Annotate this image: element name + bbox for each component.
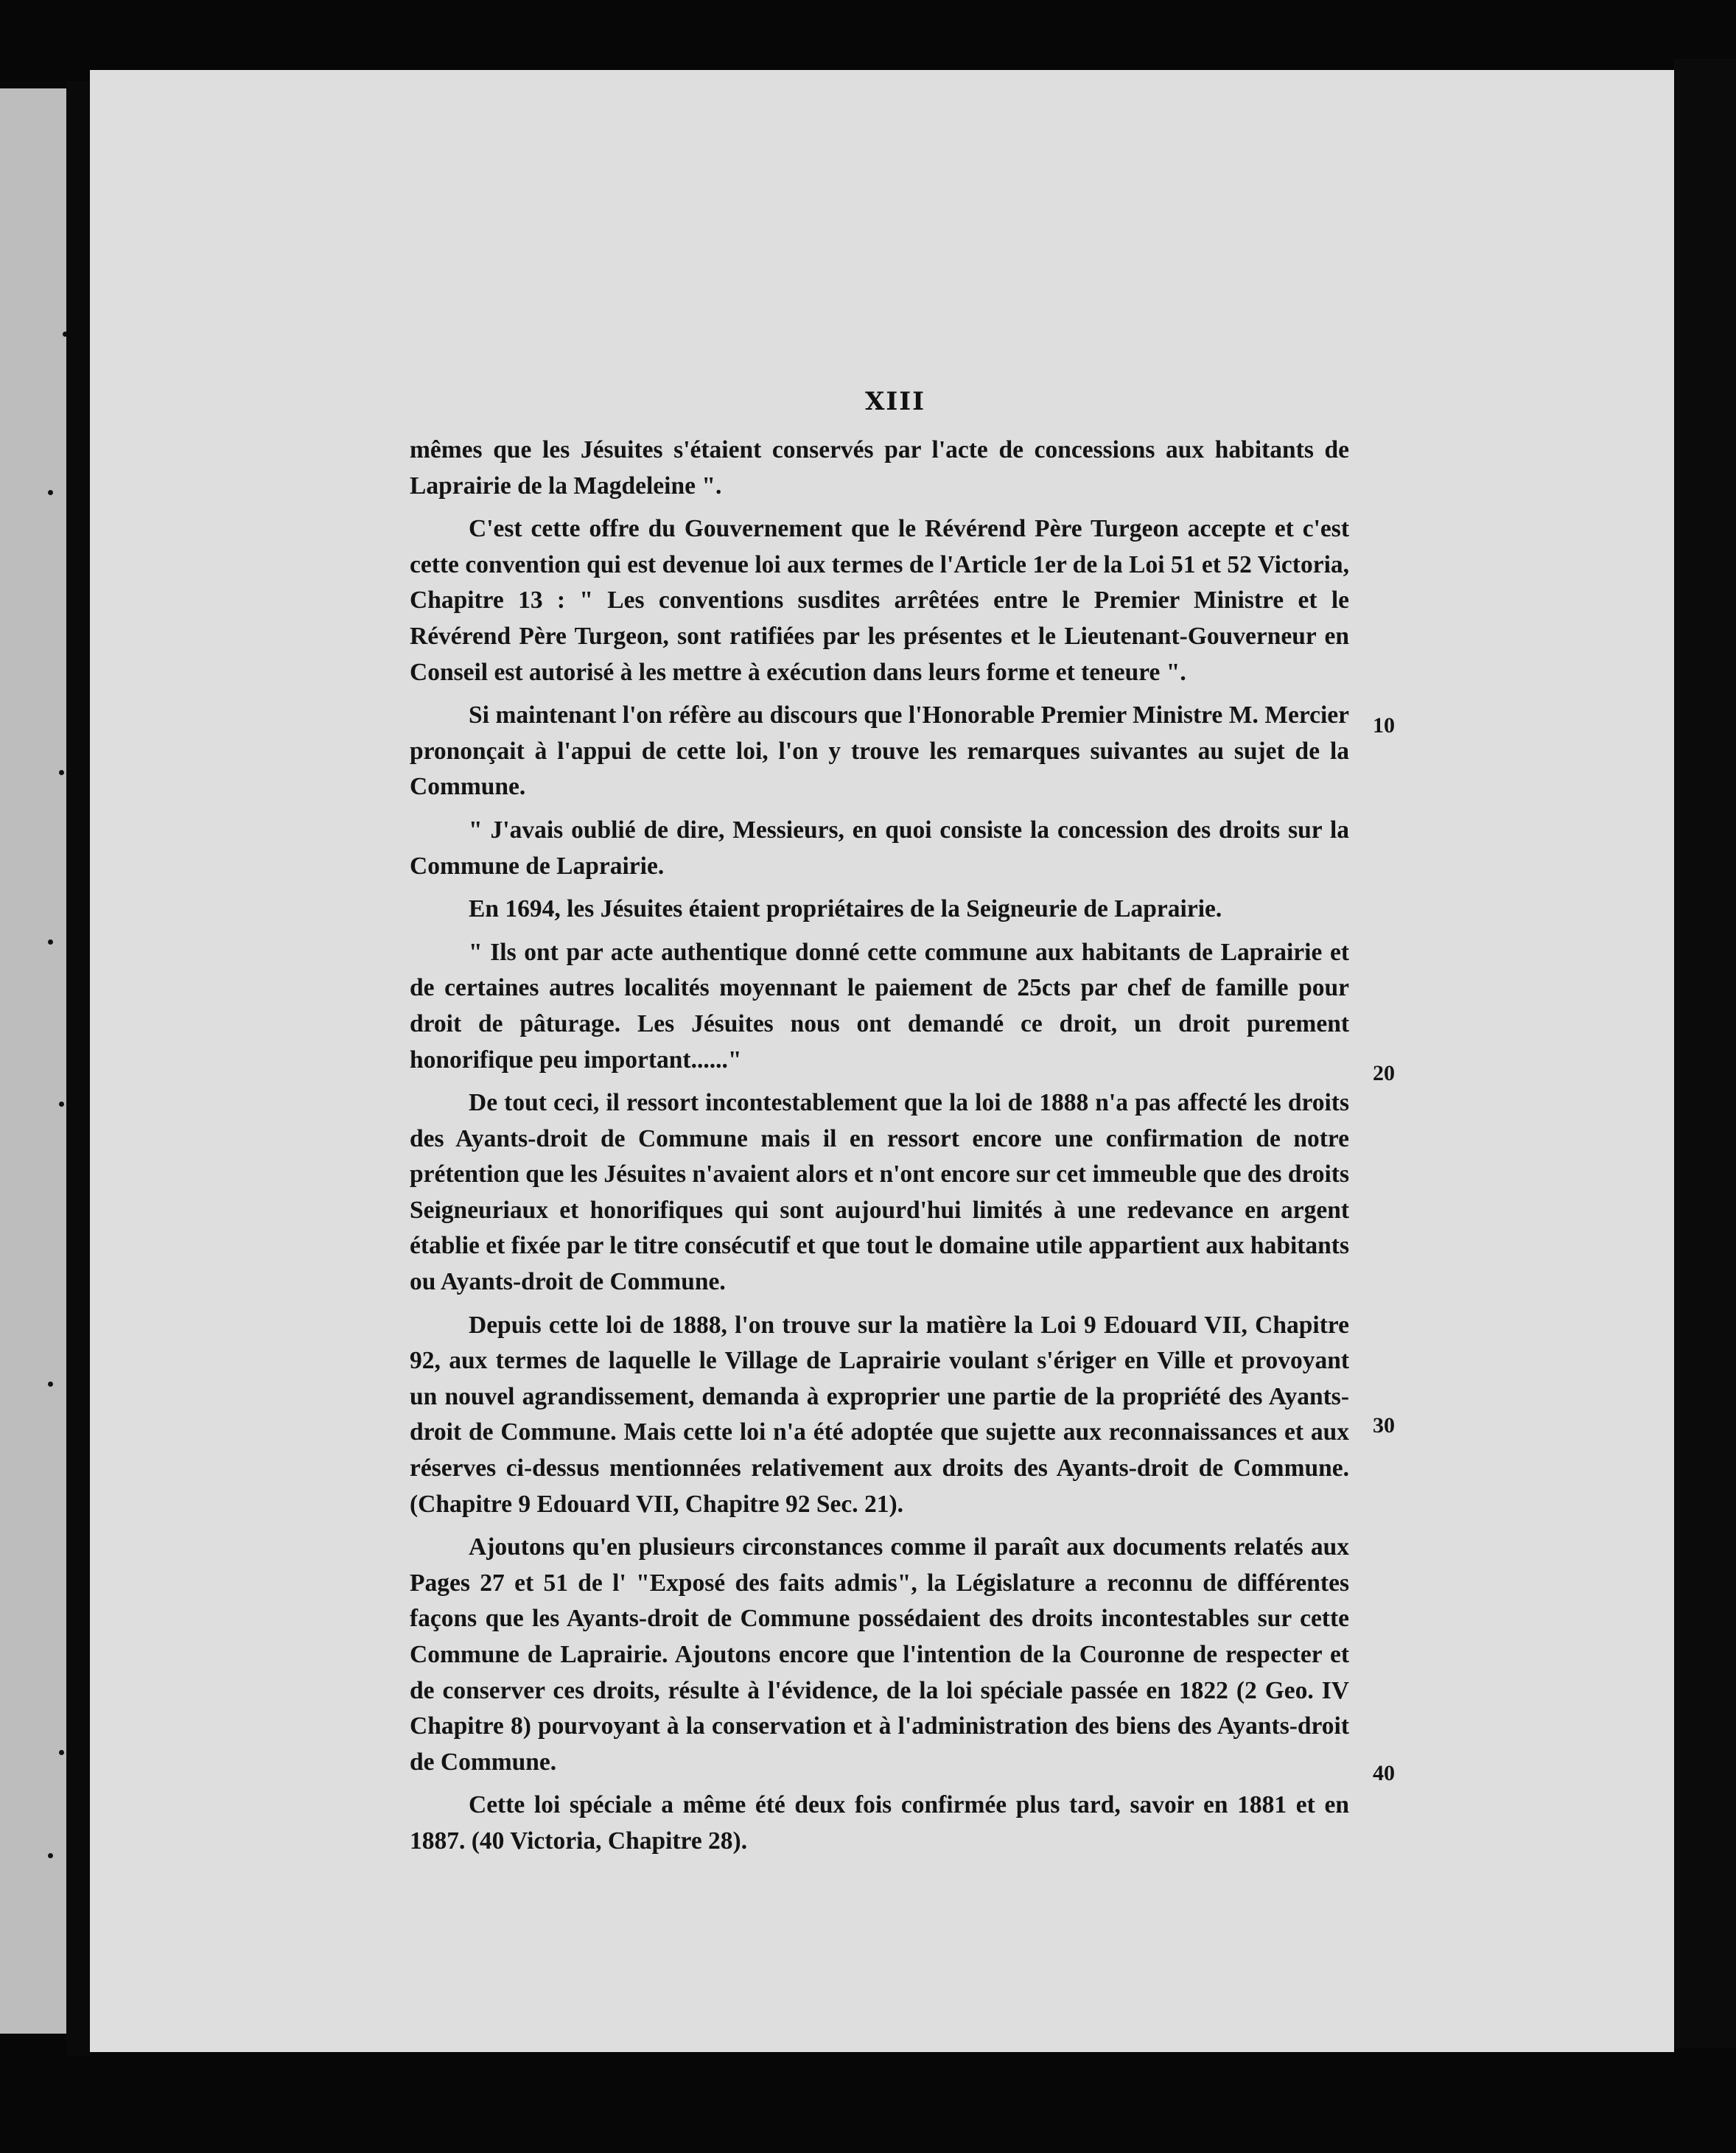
line-number: 30	[1373, 1413, 1395, 1438]
body-text	[410, 433, 1349, 1867]
paragraph: En 1694, les Jésuites étaient propriétaires de la Seigneurie de Laprairie.	[469, 895, 1222, 923]
line-number: 20	[1373, 1061, 1395, 1085]
page-number: XIII	[864, 387, 926, 416]
line-number: 10	[1373, 713, 1395, 738]
paragraph: Depuis cette loi de 1888, l'on trouve sur la matière la Loi 9 Edouard VII, Chapitre 92, aux termes de laquelle le Village de Laprairie voulant s'ériger en Ville et provoyant un nouvel agrandissement, demanda à exproprier une partie de la propriété des Ayants-droit de Commune. Mais cette loi n'a été adoptée que sujette aux reconnaissances et aux réserves ci-dessus mentionnées relativement aux droits des Ayants-droit de Commune. (Chapitre 9 Edouard VII, Chapitre 92 Sec. 21).	[410, 1311, 1349, 1518]
paragraph: Si maintenant l'on réfère au discours que l'Honorable Premier Ministre M. Mercier prononçait à l'appui de cette loi, l'on y trouve les remarques suivantes au sujet de la Commune.	[410, 701, 1349, 801]
edge-mark	[59, 1102, 64, 1107]
line-number: 40	[1373, 1761, 1395, 1785]
paragraph: De tout ceci, il ressort incontestablement que la loi de 1888 n'a pas affecté les droits des Ayants-droit de Commune mais il en ressort encore une confirmation de notre prétention que les Jésuites n'avaient alors et n'ont encore sur cet immeuble que des droits Seigneuriaux et honorifiques qui sont aujourd'hui limités à une redevance en argent établie et fixée par le titre consécutif et que tout le domaine utile appartient aux habitants ou Ayants-droit de Commune.	[410, 1089, 1349, 1296]
paragraph: C'est cette offre du Gouvernement que le Révérend Père Turgeon accepte et c'est cette convention qui est devenue loi aux termes de l'Article 1er de la Loi 51 et 52 Victoria, Chapitre 13 : " Les conventions susdites arrêtées entre le Premier Ministre et le Révérend Père Turgeon, sont ratifiées par les présentes et le Lieutenant-Gouverneur en Conseil est autorisé à les mettre à exécution dans leurs forme et teneure ".	[410, 515, 1349, 686]
paragraph: mêmes que les Jésuites s'étaient conservés par l'acte de concessions aux habitants de Laprairie de la Magdeleine ".	[410, 436, 1349, 500]
right-page-edge	[1674, 59, 1736, 2048]
edge-mark	[48, 1382, 53, 1387]
edge-mark	[59, 770, 64, 775]
left-page-edge	[0, 88, 66, 2034]
paragraph: " J'avais oublié de dire, Messieurs, en quoi consiste la concession des droits sur la Commune de Laprairie.	[410, 816, 1349, 880]
paragraph: " Ils ont par acte authentique donné cette commune aux habitants de Laprairie et de certaines autres localités moyennant le paiement de 25cts par chef de famille pour droit de pâturage. Les Jésuites nous ont demandé ce droit, un droit purement honorifique peu important......"	[410, 938, 1349, 1074]
edge-mark	[48, 490, 53, 495]
paragraph: Ajoutons qu'en plusieurs circonstances comme il paraît aux documents relatés aux Pages 27 et 51 de l' "Exposé des faits admis", la Législature a reconnu de différentes façons que les Ayants-droit de Commune possédaient des droits incontestables sur cette Commune de Laprairie. Ajoutons encore que l'intention de la Couronne de respecter et de conserver ces droits, résulte à l'évidence, de la loi spéciale passée en 1822 (2 Geo. IV Chapitre 8) pourvoyant à la conservation et à l'administration des biens des Ayants-droit de Commune.	[410, 1533, 1349, 1776]
paragraph: Cette loi spéciale a même été deux fois confirmée plus tard, savoir en 1881 et en 1887. (40 Victoria, Chapitre 28).	[410, 1791, 1349, 1855]
page-binding	[66, 81, 90, 2056]
edge-mark	[59, 1750, 64, 1755]
edge-mark	[48, 939, 53, 945]
edge-mark	[48, 1853, 53, 1858]
